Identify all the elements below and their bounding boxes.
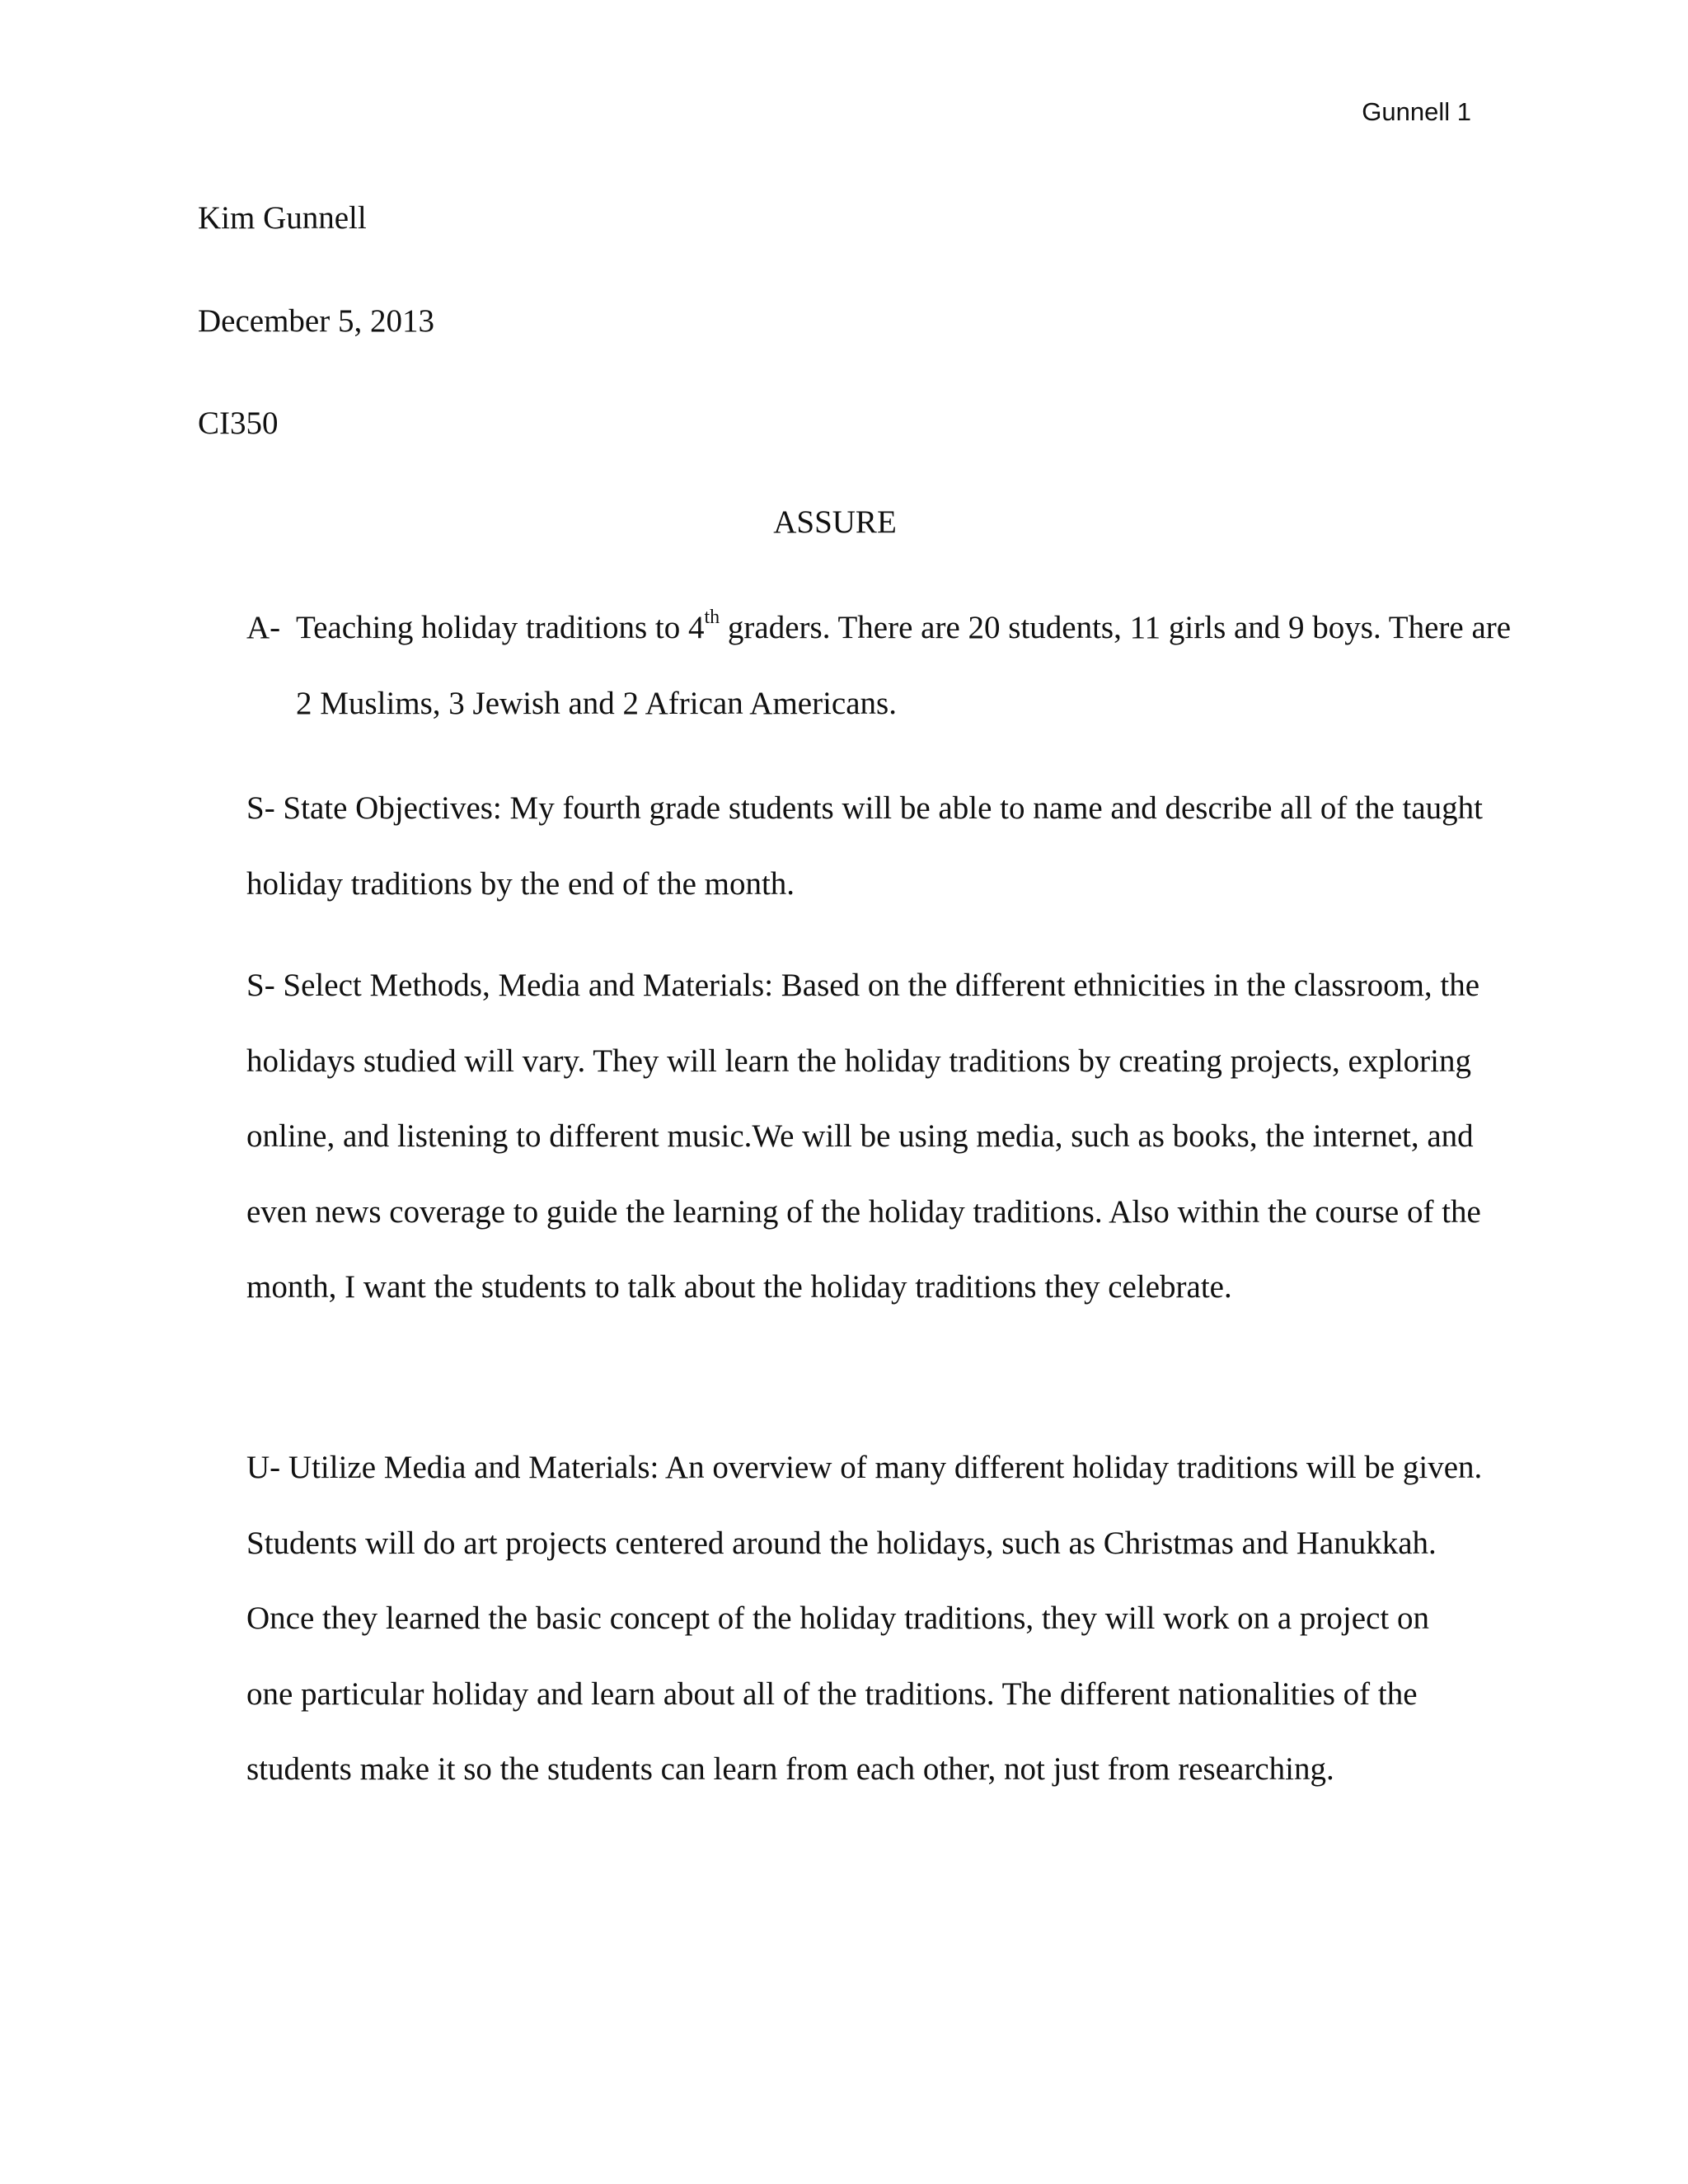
section-audience-text-end: graders. There are 20 students, 11 girls and 9 boys. There are 2 Muslims, 3 Jewish and 2 African Americans. bbox=[296, 610, 1512, 721]
document-date: December 5, 2013 bbox=[198, 303, 434, 339]
author-name: Kim Gunnell bbox=[198, 200, 367, 236]
course-code: CI350 bbox=[198, 405, 279, 441]
section-select-methods: S- Select Methods, Media and Materials: Based on the different ethnicities in the classroom, the holidays studied will vary. They will learn the holiday traditions by creating projects, exploring online, and listening to different music.We will be using media, such as books, the internet, and even news coverage to guide the learning of the holiday traditions. Also within the course of the month, I want the students to talk about the holiday traditions they celebrate. bbox=[246, 968, 1481, 1305]
document-title: ASSURE bbox=[773, 504, 897, 540]
section-utilize-media: U- Utilize Media and Materials: An overview of many different holiday traditions will be given. Students will do art projects centered around the holidays, such as Christmas and Hanukkah. Once they learned the basic concept of the holiday traditions, they will work on a project on one particular holiday and learn about all of the traditions. The different nationalities of the students make it so the students can learn from each other, not just from researching. bbox=[246, 1450, 1483, 1787]
section-audience-marker: A- bbox=[246, 610, 281, 645]
section-audience-text-start: Teaching holiday traditions to 4 bbox=[296, 610, 705, 645]
running-head: Gunnell 1 bbox=[1362, 97, 1471, 126]
section-audience bbox=[246, 590, 1532, 741]
ordinal-suffix: th bbox=[704, 607, 720, 628]
section-state-objectives: S- State Objectives: My fourth grade students will be able to name and describe all of the taught holiday traditions by the end of the month. bbox=[246, 790, 1484, 902]
